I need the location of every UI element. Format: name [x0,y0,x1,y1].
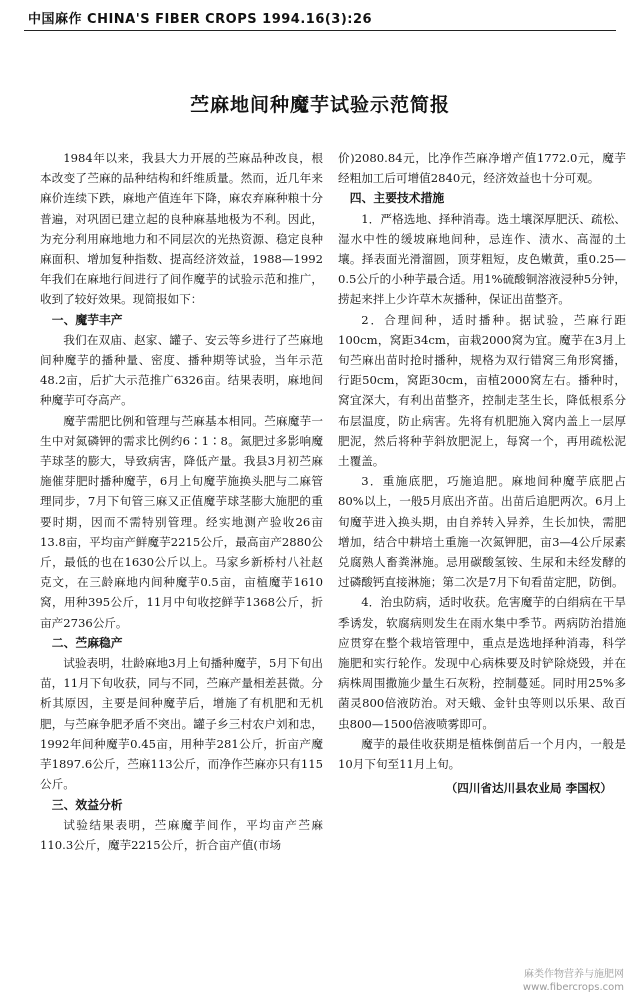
watermark-line-1: 麻类作物营养与施肥网 [524,969,624,980]
paragraph-trial-sites: 我们在双庙、赵家、罐子、安云等乡进行了苎麻地间种魔芋的播种量、密度、播种期等试验，当年示范48.2亩，后扩大示范推广6326亩。结果表明，麻地间种魔芋可夺高产。 [40,332,323,408]
section-heading-1: 一、魔芋丰产 [51,312,123,327]
section-heading-2: 二、苎麻稳产 [51,635,123,650]
section-heading-4: 四、主要技术措施 [349,191,445,206]
paragraph-measure-4: 4．治虫防病，适时收获。危害魔芋的白绢病在干旱季诱发，软腐病则发生在雨水集中季节。两病防治措施应贯穿在整个栽培管理中，重点是选地择种消毒，科学施肥和实行轮作。发现中心病株要及时铲除烧毁，并在病株周围撒施少量生石灰粉，控制蔓延。同时用25%多菌灵800倍液防治。对天蛾、金针虫等则以乐果、敌百虫800—1500倍液喷雾即可。 [338,595,626,731]
author-signature: （四川省达川县农业局 李国权） [445,781,612,796]
paragraph-measure-3: 3．重施底肥，巧施追肥。麻地间种魔芋底肥占80%以上，一般5月底出齐苗。出苗后追肥两次。6月上旬魔芋进入换头期，由自养转入异养，生长加快，需肥增加，结合中耕培土重施一次氮钾肥，亩3—4公斤尿素兑腐熟人畜粪淋施。忌用碳酸氢铵、生尿和未经发酵的过磷酸钙直接淋施；第二次是7月下旬看苗定肥，防倒。 [338,474,626,590]
paragraph-fertilizer: 魔芋需肥比例和管理与苎麻基本相同。苎麻魔芋一生中对氮磷钾的需求比例约6∶1∶8。氮肥过多影响魔芋球茎的膨大，导致病害，降低产量。我县3月初苎麻施催芽肥时播种魔芋，6月上旬魔芋施换头肥与二麻管理同步，7月下旬管三麻又正值魔芋球茎膨大施肥的重要时期，因而不需特别管理。经实地测产验收26亩13.8亩，平均亩产鲜魔芋2215公斤，最高亩产2880公斤，最低的也在1630公斤以上。马家乡新桥村八社赵克文，在三龄麻地内间种魔芋0.5亩，亩植魔芋1610窝，用种395公斤，11月中旬收挖鲜芋1368公斤，折亩产2736公斤。 [40,413,323,630]
watermark-line-2: www.fibercrops.com [522,982,624,993]
site-watermark [523,968,624,994]
paragraph-ramie-yield: 试验表明，壮龄麻地3月上旬播种魔芋，5月下旬出苗，11月下旬收获，同与不同，苎麻产量相差甚微。分析其原因，主要是间种魔芋后，增施了有机肥和无机肥，与苎麻争肥矛盾不突出。罐子乡三村农户刘和忠，1992年间种魔芋0.45亩，用种芋281公斤，折亩产魔芋1897.6公斤，苎麻113公斤，而净作苎麻亦只有115公斤。 [40,656,323,792]
paragraph-harvest: 魔芋的最佳收获期是植株倒苗后一个月内，一般是10月下旬至11月上旬。 [338,736,626,772]
paragraph-intro: 1984年以来，我县大力开展的苎麻品种改良，根本改变了苎麻的品种结构和纤维质量。然而，近几年来麻价连续下跌，麻地产值连年下降，麻农弃麻种粮十分普遍，对巩固已建立起的良种麻基地极为不利。因此，为充分利用麻地地力和不同层次的光热资源、稳定良种麻面积、增加复种指数、提高经济效益，1988—1992年我们在麻地行间进行了间作魔芋的试验示范和推广，收到了较好效果。现简报如下： [40,151,323,307]
paragraph-measure-2: 2．合理间种，适时播种。据试验，苎麻行距100cm，窝距34cm，亩栽2000窝为宜。魔芋在3月上旬苎麻出苗时抢时播种，规格为双行错窝三角形窝播，行距50cm，窝距30cm，亩植2000窝左右。播种时，窝宜深大，有利出苗整齐，控制走茎生长，降低根系分布层温度，防止病害。先将有机肥施入窝内盖上一层厚肥泥，然后将种芋斜放肥泥上，每窝一个，再用疏松泥土覆盖。 [338,312,626,469]
journal-header: 中国麻作 CHINA'S FIBER CROPS 1994.16(3):26 [28,12,373,27]
paragraph-benefit: 试验结果表明，苎麻魔芋间作，平均亩产苎麻110.3公斤，魔芋2215公斤，折合亩产值(市场 [40,817,323,852]
article-title: 苎麻地间种魔芋试验示范简报 [189,94,450,116]
paragraph-measure-1: 1．严格选地、择种消毒。选土壤深厚肥沃、疏松、湿水中性的缓坡麻地间种，忌连作、渍水、高湿的土壤。择表面光滑溜圆，顶芽粗短，皮色嫩黄，重0.25—0.5公斤的小种芋最合适。用1%硫酸铜溶液浸种5分钟，捞起来拌上少许草木灰播种，保证出苗整齐。 [338,211,626,307]
section-heading-3: 三、效益分析 [51,797,123,812]
right-column [338,148,626,799]
left-column [40,148,323,855]
paragraph-benefit-cont: 价)2080.84元，比净作苎麻净增产值1772.0元，魔芋经粗加工后可增值2840元，经济效益也十分可观。 [338,151,626,186]
header-rule [24,30,616,31]
